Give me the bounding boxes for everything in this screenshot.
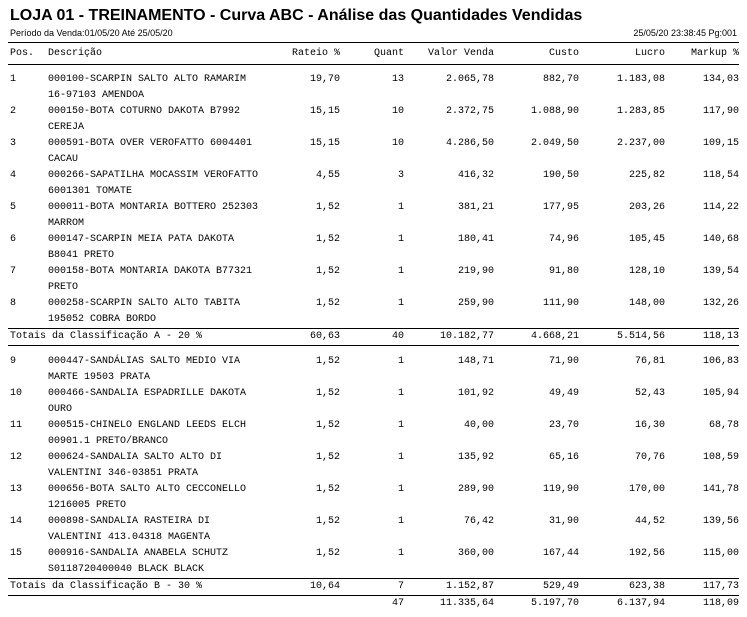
table-row <box>0 232 747 264</box>
row-lucro: 1.183,08 <box>616 74 665 85</box>
table-row <box>0 72 747 104</box>
row-description: 000624-SANDALIA SALTO ALTO DI <box>48 452 223 463</box>
row-quant: 1 <box>397 298 404 309</box>
row-markup: 114,22 <box>702 202 739 213</box>
row-quant: 1 <box>397 234 404 245</box>
row-pos: 12 <box>10 452 23 463</box>
row-valor-venda: 259,90 <box>457 298 494 309</box>
table-row <box>0 296 747 328</box>
row-rateio: 1,52 <box>315 452 340 463</box>
row-valor-venda: 2.372,75 <box>445 106 494 117</box>
row-description-line2: S0118720400040 BLACK BLACK <box>48 564 205 575</box>
row-custo: 71,90 <box>548 356 579 367</box>
row-rateio: 1,52 <box>315 484 340 495</box>
header-bottom-rule <box>8 64 739 65</box>
col-markup: Markup % <box>690 48 739 59</box>
row-lucro: 76,81 <box>634 356 665 367</box>
row-markup: 109,15 <box>702 138 739 149</box>
row-description-line2: VALENTINI 413.04318 MAGENTA <box>48 532 211 543</box>
row-quant: 1 <box>397 266 404 277</box>
row-lucro: 170,00 <box>628 484 665 495</box>
row-quant: 1 <box>397 420 404 431</box>
total-a-bottom-rule <box>8 345 739 346</box>
row-description: 000898-SANDALIA RASTEIRA DI <box>48 516 211 527</box>
col-rateio: Rateio % <box>291 48 340 59</box>
row-rateio: 1,52 <box>315 266 340 277</box>
table-row <box>0 200 747 232</box>
row-pos: 5 <box>10 202 17 213</box>
col-valor-venda: Valor Venda <box>427 48 494 59</box>
row-markup: 139,54 <box>702 266 739 277</box>
row-quant: 1 <box>397 452 404 463</box>
row-valor-venda: 40,00 <box>463 420 494 431</box>
row-pos: 1 <box>10 74 17 85</box>
row-valor-venda: 76,42 <box>463 516 494 527</box>
total-a-custo: 4.668,21 <box>530 331 579 342</box>
row-markup: 106,83 <box>702 356 739 367</box>
row-lucro: 203,26 <box>628 202 665 213</box>
row-description-line2: CEREJA <box>48 122 85 133</box>
row-description-line2: 16-97103 AMENDOA <box>48 90 145 101</box>
table-row <box>0 450 747 482</box>
row-valor-venda: 219,90 <box>457 266 494 277</box>
row-valor-venda: 180,41 <box>457 234 494 245</box>
row-markup: 117,90 <box>702 106 739 117</box>
row-valor-venda: 289,90 <box>457 484 494 495</box>
grand-total-quant: 47 <box>391 598 404 609</box>
total-row-b <box>0 579 747 595</box>
row-lucro: 225,82 <box>628 170 665 181</box>
total-a-quant: 40 <box>391 331 404 342</box>
row-rateio: 4,55 <box>315 170 340 181</box>
row-markup: 105,94 <box>702 388 739 399</box>
row-quant: 1 <box>397 516 404 527</box>
total-b-markup: 117,73 <box>702 581 739 592</box>
header-top-rule <box>8 42 739 43</box>
row-description: 000591-BOTA OVER VEROFATTO 6004401 <box>48 138 253 149</box>
sales-period: Período da Venda:01/05/20 Até 25/05/20 <box>10 28 173 38</box>
row-pos: 8 <box>10 298 17 309</box>
row-custo: 111,90 <box>542 298 579 309</box>
col-description: Descrição <box>48 48 103 59</box>
row-quant: 1 <box>397 484 404 495</box>
col-quant: Quant <box>373 48 404 59</box>
row-custo: 119,90 <box>542 484 579 495</box>
row-description: 000447-SANDÁLIAS SALTO MEDIO VIA <box>48 356 241 367</box>
row-custo: 74,96 <box>548 234 579 245</box>
row-lucro: 128,10 <box>628 266 665 277</box>
table-row <box>0 546 747 578</box>
row-lucro: 52,43 <box>634 388 665 399</box>
row-description-line2: MARROM <box>48 218 85 229</box>
col-lucro: Lucro <box>634 48 665 59</box>
row-markup: 141,78 <box>702 484 739 495</box>
total-a-valor: 10.182,77 <box>439 331 494 342</box>
total-b-label: Totais da Classificação B - 30 % <box>10 581 203 592</box>
row-quant: 10 <box>391 106 404 117</box>
row-description: 000158-BOTA MONTARIA DAKOTA B77321 <box>48 266 253 277</box>
grand-total-row <box>0 596 747 612</box>
row-lucro: 192,56 <box>628 548 665 559</box>
row-pos: 3 <box>10 138 17 149</box>
col-pos: Pos. <box>10 48 35 59</box>
grand-total-markup: 118,09 <box>702 598 739 609</box>
row-description-line2: CACAU <box>48 154 79 165</box>
row-valor-venda: 101,92 <box>457 388 494 399</box>
table-row <box>0 418 747 450</box>
row-lucro: 2.237,00 <box>616 138 665 149</box>
row-valor-venda: 4.286,50 <box>445 138 494 149</box>
row-pos: 15 <box>10 548 23 559</box>
table-row <box>0 514 747 546</box>
row-markup: 132,26 <box>702 298 739 309</box>
row-description: 000100-SCARPIN SALTO ALTO RAMARIM <box>48 74 247 85</box>
row-pos: 10 <box>10 388 23 399</box>
row-rateio: 15,15 <box>309 106 340 117</box>
row-quant: 3 <box>397 170 404 181</box>
row-lucro: 105,45 <box>628 234 665 245</box>
row-pos: 13 <box>10 484 23 495</box>
grand-total-lucro: 6.137,94 <box>616 598 665 609</box>
table-row <box>0 386 747 418</box>
total-b-quant: 7 <box>397 581 404 592</box>
row-pos: 2 <box>10 106 17 117</box>
row-quant: 10 <box>391 138 404 149</box>
row-custo: 190,50 <box>542 170 579 181</box>
report-title: LOJA 01 - TREINAMENTO - Curva ABC - Análise das Quantidades Vendidas <box>10 7 583 24</box>
row-custo: 65,16 <box>548 452 579 463</box>
row-pos: 11 <box>10 420 23 431</box>
row-rateio: 1,52 <box>315 234 340 245</box>
row-description-line2: VALENTINI 346-03851 PRATA <box>48 468 199 479</box>
total-b-valor: 1.152,87 <box>445 581 494 592</box>
row-quant: 1 <box>397 548 404 559</box>
row-description: 000011-BOTA MONTARIA BOTTERO 252303 <box>48 202 259 213</box>
row-custo: 882,70 <box>542 74 579 85</box>
row-description-line2: 195052 COBRA BORDO <box>48 314 157 325</box>
grand-total-valor: 11.335,64 <box>439 598 494 609</box>
row-valor-venda: 135,92 <box>457 452 494 463</box>
row-pos: 14 <box>10 516 23 527</box>
total-b-rateio: 10,64 <box>309 581 340 592</box>
row-markup: 118,54 <box>702 170 739 181</box>
row-rateio: 1,52 <box>315 420 340 431</box>
row-description-line2: PRETO <box>48 282 79 293</box>
row-rateio: 15,15 <box>309 138 340 149</box>
row-lucro: 148,00 <box>628 298 665 309</box>
row-lucro: 1.283,85 <box>616 106 665 117</box>
row-quant: 1 <box>397 202 404 213</box>
row-quant: 1 <box>397 356 404 367</box>
row-lucro: 16,30 <box>634 420 665 431</box>
row-markup: 115,00 <box>702 548 739 559</box>
row-description-line2: B8041 PRETO <box>48 250 115 261</box>
total-a-markup: 118,13 <box>702 331 739 342</box>
row-description: 000147-SCARPIN MEIA PATA DAKOTA <box>48 234 235 245</box>
table-row <box>0 136 747 168</box>
table-row <box>0 168 747 200</box>
row-custo: 2.049,50 <box>530 138 579 149</box>
row-valor-venda: 416,32 <box>457 170 494 181</box>
row-description-line2: 1216005 PRETO <box>48 500 127 511</box>
table-row <box>0 264 747 296</box>
table-row <box>0 354 747 386</box>
total-row-a <box>0 329 747 345</box>
row-custo: 167,44 <box>542 548 579 559</box>
row-rateio: 1,52 <box>315 202 340 213</box>
row-description: 000150-BOTA COTURNO DAKOTA B7992 <box>48 106 241 117</box>
row-description: 000656-BOTA SALTO ALTO CECCONELLO <box>48 484 247 495</box>
row-rateio: 1,52 <box>315 356 340 367</box>
row-description-line2: 6001301 TOMATE <box>48 186 133 197</box>
col-custo: Custo <box>548 48 579 59</box>
total-a-rateio: 60,63 <box>309 331 340 342</box>
print-timestamp: 25/05/20 23:38:45 Pg:001 <box>633 28 737 38</box>
table-row <box>0 482 747 514</box>
row-description: 000515-CHINELO ENGLAND LEEDS ELCH <box>48 420 247 431</box>
total-a-lucro: 5.514,56 <box>616 331 665 342</box>
row-description: 000258-SCARPIN SALTO ALTO TABITA <box>48 298 241 309</box>
row-markup: 108,59 <box>702 452 739 463</box>
row-custo: 49,49 <box>548 388 579 399</box>
row-description-line2: OURO <box>48 404 73 415</box>
grand-total-custo: 5.197,70 <box>530 598 579 609</box>
row-description: 000916-SANDALIA ANABELA SCHUTZ <box>48 548 229 559</box>
row-quant: 1 <box>397 388 404 399</box>
total-a-label: Totais da Classificação A - 20 % <box>10 331 203 342</box>
row-rateio: 1,52 <box>315 298 340 309</box>
row-pos: 9 <box>10 356 17 367</box>
row-valor-venda: 148,71 <box>457 356 494 367</box>
row-markup: 140,68 <box>702 234 739 245</box>
row-markup: 139,56 <box>702 516 739 527</box>
row-valor-venda: 381,21 <box>457 202 494 213</box>
table-row <box>0 104 747 136</box>
row-custo: 91,80 <box>548 266 579 277</box>
row-rateio: 1,52 <box>315 388 340 399</box>
row-custo: 1.088,90 <box>530 106 579 117</box>
row-quant: 13 <box>391 74 404 85</box>
row-custo: 177,95 <box>542 202 579 213</box>
row-pos: 6 <box>10 234 17 245</box>
row-pos: 4 <box>10 170 17 181</box>
row-markup: 68,78 <box>708 420 739 431</box>
row-rateio: 1,52 <box>315 548 340 559</box>
row-lucro: 44,52 <box>634 516 665 527</box>
row-description-line2: MARTE 19503 PRATA <box>48 372 151 383</box>
row-valor-venda: 2.065,78 <box>445 74 494 85</box>
row-rateio: 1,52 <box>315 516 340 527</box>
total-b-custo: 529,49 <box>542 581 579 592</box>
row-custo: 31,90 <box>548 516 579 527</box>
row-description: 000266-SAPATILHA MOCASSIM VEROFATTO <box>48 170 259 181</box>
total-b-lucro: 623,38 <box>628 581 665 592</box>
row-description-line2: 00901.1 PRETO/BRANCO <box>48 436 169 447</box>
row-pos: 7 <box>10 266 17 277</box>
row-rateio: 19,70 <box>309 74 340 85</box>
row-lucro: 70,76 <box>634 452 665 463</box>
row-custo: 23,70 <box>548 420 579 431</box>
row-description: 000466-SANDALIA ESPADRILLE DAKOTA <box>48 388 247 399</box>
row-valor-venda: 360,00 <box>457 548 494 559</box>
row-markup: 134,03 <box>702 74 739 85</box>
